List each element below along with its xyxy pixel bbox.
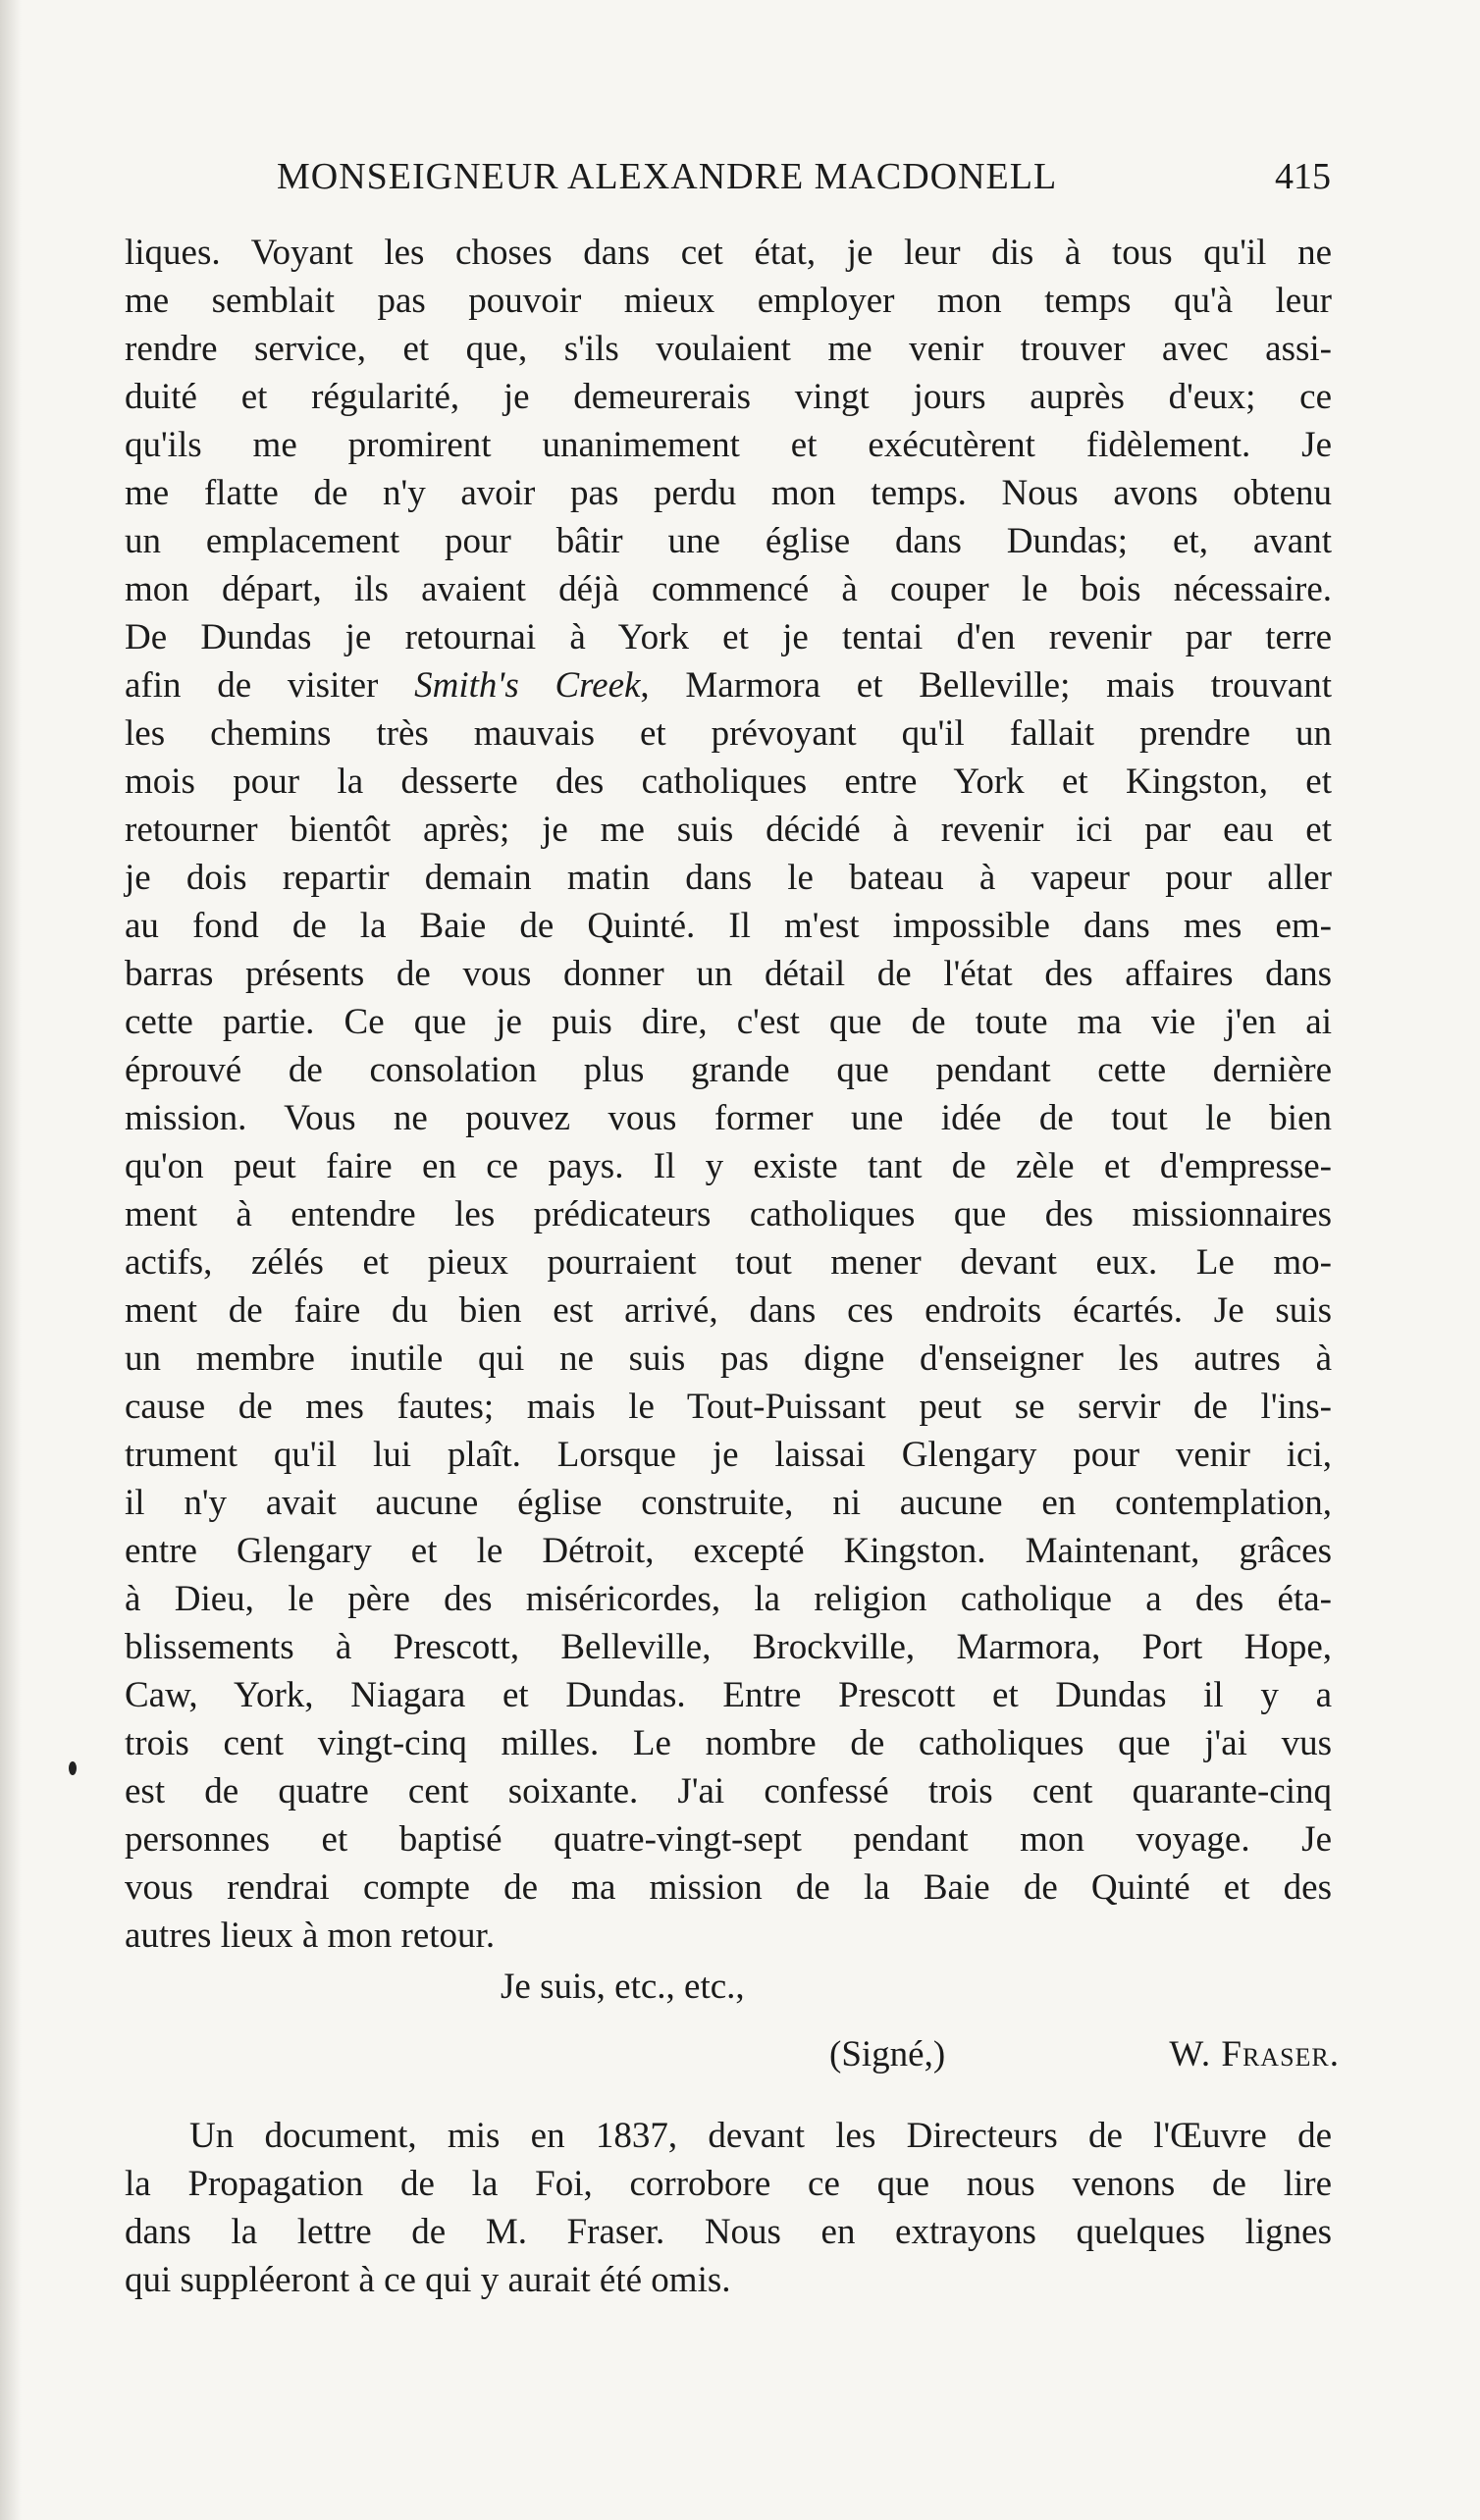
paragraph-text-line: la Propagation de la Foi, corrobore ce que nous venons de lire <box>125 2164 1332 2204</box>
letter-text-line: barras présents de vous donner un détail de l'état des affaires dans <box>125 954 1332 994</box>
letter-text-line: les chemins très mauvais et prévoyant qu'il fallait prendre un <box>125 713 1332 754</box>
letter-text-line: personnes et baptisé quatre-vingt-sept pendant mon voyage. Je <box>125 1819 1332 1860</box>
letter-text-line: rendre service, et que, s'ils voulaient me venir trouver avec assi- <box>125 329 1332 369</box>
letter-text-line: mon départ, ils avaient déjà commencé à couper le bois nécessaire. <box>125 569 1332 609</box>
running-title: MONSEIGNEUR ALEXANDRE MACDONELL <box>277 156 1058 197</box>
signature-line <box>829 2029 1340 2080</box>
letter-text-line: entre Glengary et le Détroit, excepté Kingston. Maintenant, grâces <box>125 1531 1332 1571</box>
letter-text-line: actifs, zélés et pieux pourraient tout mener devant eux. Le mo- <box>125 1242 1332 1283</box>
letter-text-line: me semblait pas pouvoir mieux employer mon temps qu'à leur <box>125 281 1332 321</box>
letter-text-line: duité et régularité, je demeurerais vingt jours auprès d'eux; ce <box>125 377 1332 417</box>
page-binding-edge <box>0 0 22 2520</box>
letter-text-line: éprouvé de consolation plus grande que pendant cette dernière <box>125 1050 1332 1090</box>
letter-text-line: au fond de la Baie de Quinté. Il m'est impossible dans mes em- <box>125 906 1332 946</box>
print-speck <box>69 1761 77 1775</box>
letter-text-line: afin de visiter Smith's Creek, Marmora et Belleville; mais trouvant <box>125 665 1332 706</box>
letter-text-line: retourner bientôt après; je me suis décidé à revenir ici par eau et <box>125 810 1332 850</box>
paragraph-text-line: qui suppléeront à ce qui y aurait été omis. <box>125 2260 731 2300</box>
signer-name: W. Fraser. <box>1169 2034 1340 2074</box>
letter-text-line: vous rendrai compte de ma mission de la Baie de Quinté et des <box>125 1867 1332 1908</box>
letter-text-line: blissements à Prescott, Belleville, Brockville, Marmora, Port Hope, <box>125 1627 1332 1667</box>
paragraph-text-line: dans la lettre de M. Fraser. Nous en extrayons quelques lignes <box>125 2212 1332 2252</box>
letter-text-line: cette partie. Ce que je puis dire, c'est que de toute ma vie j'en ai <box>125 1002 1332 1042</box>
letter-text-line: il n'y avait aucune église construite, ni aucune en contemplation, <box>125 1483 1332 1523</box>
signed-label: (Signé,) <box>829 2034 946 2074</box>
paragraph-text-line: Un document, mis en 1837, devant les Directeurs de l'Œuvre de <box>189 2116 1332 2156</box>
letter-text-line: mission. Vous ne pouvez vous former une idée de tout le bien <box>125 1098 1332 1138</box>
letter-text-line: qu'on peut faire en ce pays. Il y existe tant de zèle et d'empresse- <box>125 1146 1332 1186</box>
letter-body <box>125 229 1332 1960</box>
letter-text-line: trument qu'il lui plaît. Lorsque je laissai Glengary pour venir ici, <box>125 1435 1332 1475</box>
letter-closing: Je suis, etc., etc., <box>501 1967 745 2007</box>
letter-text-line: à Dieu, le père des miséricordes, la religion catholique a des éta- <box>125 1579 1332 1619</box>
letter-text-line: De Dundas je retournai à York et je tentai d'en revenir par terre <box>125 617 1332 657</box>
letter-text-line: un membre inutile qui ne suis pas digne d'enseigner les autres à <box>125 1339 1332 1379</box>
letter-text-line: trois cent vingt-cinq milles. Le nombre de catholiques que j'ai vus <box>125 1723 1332 1763</box>
letter-text-line: cause de mes fautes; mais le Tout-Puissant peut se servir de l'ins- <box>125 1387 1332 1427</box>
letter-text-line: un emplacement pour bâtir une église dans Dundas; et, avant <box>125 521 1332 561</box>
letter-text-line: liques. Voyant les choses dans cet état, je leur dis à tous qu'il ne <box>125 233 1332 273</box>
following-paragraph <box>125 2112 1332 2304</box>
letter-text-line: qu'ils me promirent unanimement et exécutèrent fidèlement. Je <box>125 425 1332 465</box>
letter-text-line: est de quatre cent soixante. J'ai confessé trois cent quarante-cinq <box>125 1771 1332 1811</box>
letter-text-line: je dois repartir demain matin dans le bateau à vapeur pour aller <box>125 858 1332 898</box>
letter-text-line: autres lieux à mon retour. <box>125 1916 496 1956</box>
page-header <box>232 149 1331 204</box>
place-name-italic: Smith's Creek <box>414 665 641 706</box>
page-number: 415 <box>1275 156 1331 197</box>
letter-text-line: ment de faire du bien est arrivé, dans ces endroits écartés. Je suis <box>125 1290 1332 1331</box>
letter-text-line: me flatte de n'y avoir pas perdu mon temps. Nous avons obtenu <box>125 473 1332 513</box>
letter-text-line: mois pour la desserte des catholiques entre York et Kingston, et <box>125 761 1332 802</box>
letter-text-line: Caw, York, Niagara et Dundas. Entre Prescott et Dundas il y a <box>125 1675 1332 1715</box>
letter-text-line: ment à entendre les prédicateurs catholiques que des missionnaires <box>125 1194 1332 1234</box>
